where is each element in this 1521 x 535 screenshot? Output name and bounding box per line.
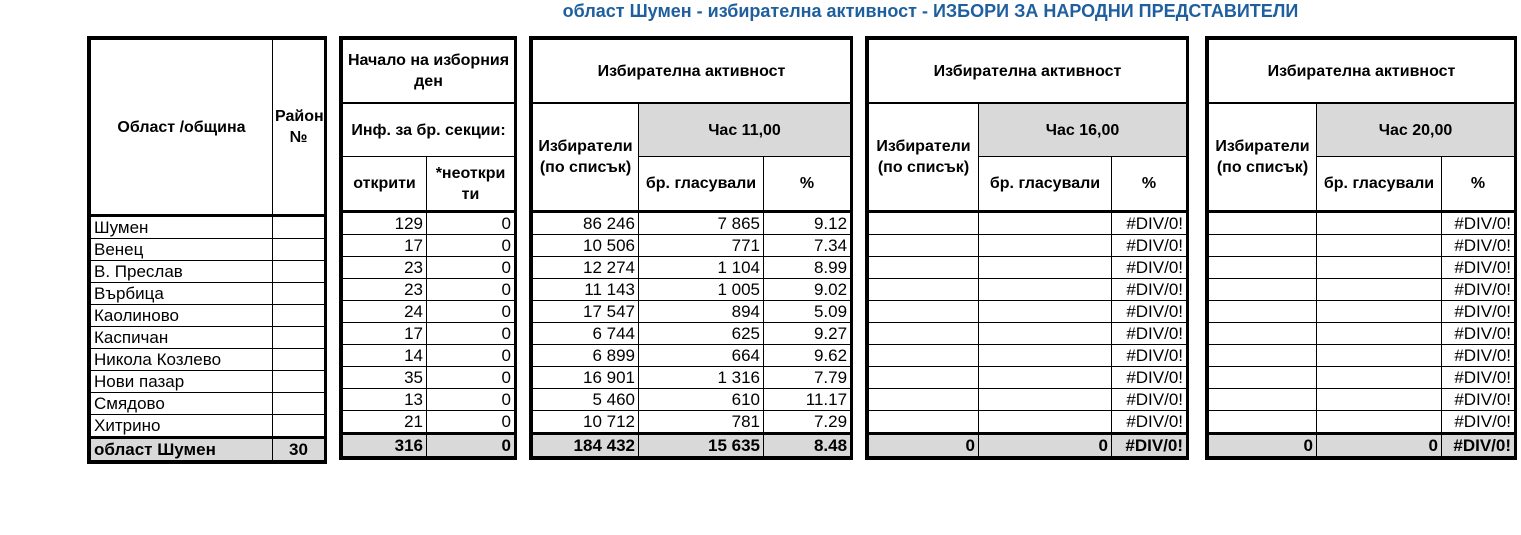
cell-voted11: 1 005 [639, 279, 764, 301]
cell-name: Нови пазар [91, 371, 273, 393]
cell-voted20 [1317, 257, 1442, 279]
cell-voters16 [869, 235, 979, 257]
table-row [343, 235, 515, 257]
region-block [87, 36, 327, 464]
cell-voters16 [869, 323, 979, 345]
cell-voted11: 664 [639, 345, 764, 367]
cell-voters: 10 506 [533, 235, 639, 257]
cell-voted11: 894 [639, 301, 764, 323]
sections-info-header: Инф. за бр. секции: [343, 103, 515, 157]
table-row [1209, 345, 1515, 367]
cell-voted16 [979, 367, 1112, 389]
cell-district [273, 415, 325, 438]
table-row [869, 411, 1187, 434]
turnout-16-block [865, 36, 1189, 460]
table-row [91, 349, 325, 371]
voters-header-11: Избиратели (по списък) [533, 103, 639, 212]
total-row [869, 434, 1187, 457]
table-row [343, 257, 515, 279]
total-voted11: 15 635 [639, 434, 764, 457]
cell-district [273, 327, 325, 349]
cell-voted16 [979, 323, 1112, 345]
turnout-header-20: Избирателна активност [1209, 40, 1515, 104]
cell-district [273, 261, 325, 283]
region-rows [91, 216, 325, 461]
table-row [533, 367, 851, 389]
cell-pct16: #DIV/0! [1112, 367, 1187, 389]
cell-not-opened: 0 [427, 279, 515, 301]
cell-voters20 [1209, 235, 1317, 257]
cell-opened: 23 [343, 257, 427, 279]
cell-opened: 23 [343, 279, 427, 301]
cell-voters20 [1209, 279, 1317, 301]
cell-pct11: 9.02 [764, 279, 851, 301]
turnout-header-11: Избирателна активност [533, 40, 851, 104]
pct-header-20: % [1442, 157, 1515, 212]
cell-pct20: #DIV/0! [1442, 345, 1515, 367]
table-row [533, 411, 851, 434]
cell-pct20: #DIV/0! [1442, 212, 1515, 235]
cell-pct20: #DIV/0! [1442, 279, 1515, 301]
cell-pct11: 7.79 [764, 367, 851, 389]
table-row [1209, 411, 1515, 434]
total-voters: 184 432 [533, 434, 639, 457]
cell-voted16 [979, 411, 1112, 434]
cell-pct16: #DIV/0! [1112, 411, 1187, 434]
cell-voted20 [1317, 235, 1442, 257]
voted-header-16: бр. гласували [979, 157, 1112, 212]
cell-voters16 [869, 411, 979, 434]
cell-pct16: #DIV/0! [1112, 301, 1187, 323]
cell-district [273, 371, 325, 393]
cell-voted11: 1 104 [639, 257, 764, 279]
cell-voted20 [1317, 323, 1442, 345]
table-row [1209, 257, 1515, 279]
cell-opened: 24 [343, 301, 427, 323]
table-row [533, 279, 851, 301]
total-row [533, 434, 851, 457]
total-pct20: #DIV/0! [1442, 434, 1515, 457]
table-row [343, 212, 515, 235]
cell-voted20 [1317, 345, 1442, 367]
cell-voted20 [1317, 367, 1442, 389]
cell-district [273, 305, 325, 327]
cell-district [273, 349, 325, 371]
cell-voters16 [869, 301, 979, 323]
cell-voters20 [1209, 389, 1317, 411]
cell-pct11: 5.09 [764, 301, 851, 323]
hour-11-header: Час 11,00 [639, 103, 851, 157]
table-row [869, 367, 1187, 389]
cell-opened: 17 [343, 235, 427, 257]
sections-rows [343, 212, 515, 457]
cell-voters: 12 274 [533, 257, 639, 279]
cell-not-opened: 0 [427, 323, 515, 345]
cell-voted11: 7 865 [639, 212, 764, 235]
cell-voted11: 625 [639, 323, 764, 345]
table-row [1209, 235, 1515, 257]
cell-name: Смядово [91, 393, 273, 415]
cell-voters16 [869, 257, 979, 279]
table-row [91, 283, 325, 305]
cell-pct20: #DIV/0! [1442, 301, 1515, 323]
cell-voters20 [1209, 323, 1317, 345]
table-row [869, 212, 1187, 235]
cell-voters20 [1209, 301, 1317, 323]
table-row [343, 411, 515, 434]
district-header: Район № [273, 40, 325, 216]
cell-voted16 [979, 257, 1112, 279]
turnout-20-rows [1209, 212, 1515, 457]
voted-header-11: бр. гласували [639, 157, 764, 212]
cell-pct20: #DIV/0! [1442, 411, 1515, 434]
pct-header-11: % [764, 157, 851, 212]
cell-name: Каолиново [91, 305, 273, 327]
table-row [91, 261, 325, 283]
total-opened: 316 [343, 434, 427, 457]
cell-voted16 [979, 235, 1112, 257]
cell-pct16: #DIV/0! [1112, 323, 1187, 345]
table-row [343, 323, 515, 345]
total-voted16: 0 [979, 434, 1112, 457]
table-row [91, 216, 325, 239]
cell-name: Хитрино [91, 415, 273, 438]
sections-block [339, 36, 517, 460]
table-row [91, 415, 325, 438]
table-row [533, 212, 851, 235]
turnout-16-rows [869, 212, 1187, 457]
total-row [343, 434, 515, 457]
cell-pct20: #DIV/0! [1442, 235, 1515, 257]
table-row [1209, 323, 1515, 345]
opened-header: открити [343, 157, 427, 212]
cell-pct20: #DIV/0! [1442, 389, 1515, 411]
cell-opened: 21 [343, 411, 427, 434]
cell-voters: 11 143 [533, 279, 639, 301]
cell-voted11: 610 [639, 389, 764, 411]
table-row [91, 239, 325, 261]
turnout-20-block [1205, 36, 1517, 460]
cell-not-opened: 0 [427, 212, 515, 235]
cell-district [273, 216, 325, 239]
cell-name: Шумен [91, 216, 273, 239]
cell-voters20 [1209, 257, 1317, 279]
cell-voted20 [1317, 301, 1442, 323]
table-row [533, 235, 851, 257]
turnout-11-rows [533, 212, 851, 457]
table-row [343, 279, 515, 301]
table-row [533, 257, 851, 279]
table-row [1209, 279, 1515, 301]
cell-voted20 [1317, 279, 1442, 301]
total-pct11: 8.48 [764, 434, 851, 457]
table-row [91, 305, 325, 327]
cell-voted20 [1317, 411, 1442, 434]
cell-voted20 [1317, 389, 1442, 411]
cell-voters16 [869, 212, 979, 235]
hour-16-header: Час 16,00 [979, 103, 1187, 157]
cell-not-opened: 0 [427, 235, 515, 257]
cell-not-opened: 0 [427, 389, 515, 411]
total-not-opened: 0 [427, 434, 515, 457]
start-header: Начало на изборния ден [343, 40, 515, 104]
cell-voters16 [869, 345, 979, 367]
cell-name: Върбица [91, 283, 273, 305]
table-row [1209, 389, 1515, 411]
table-row [869, 257, 1187, 279]
hour-20-header: Час 20,00 [1317, 103, 1515, 157]
cell-voted16 [979, 212, 1112, 235]
cell-voters20 [1209, 345, 1317, 367]
cell-opened: 35 [343, 367, 427, 389]
cell-pct11: 7.34 [764, 235, 851, 257]
cell-opened: 129 [343, 212, 427, 235]
table-row [869, 389, 1187, 411]
total-name: област Шумен [91, 438, 273, 461]
table-row [869, 279, 1187, 301]
cell-name: Каспичан [91, 327, 273, 349]
cell-voters16 [869, 389, 979, 411]
table-row [1209, 301, 1515, 323]
cell-voted16 [979, 279, 1112, 301]
table-row [1209, 212, 1515, 235]
cell-pct11: 7.29 [764, 411, 851, 434]
cell-pct20: #DIV/0! [1442, 257, 1515, 279]
table-row [533, 323, 851, 345]
total-voted20: 0 [1317, 434, 1442, 457]
table-row [533, 301, 851, 323]
cell-voters20 [1209, 367, 1317, 389]
region-header: Област /община [91, 40, 273, 216]
cell-voters: 16 901 [533, 367, 639, 389]
cell-not-opened: 0 [427, 257, 515, 279]
table-row [91, 393, 325, 415]
cell-pct11: 8.99 [764, 257, 851, 279]
cell-pct11: 9.62 [764, 345, 851, 367]
table-row [533, 345, 851, 367]
total-row [1209, 434, 1515, 457]
cell-voters: 86 246 [533, 212, 639, 235]
cell-voted11: 771 [639, 235, 764, 257]
voted-header-20: бр. гласували [1317, 157, 1442, 212]
turnout-header-16: Избирателна активност [869, 40, 1187, 104]
page-title: област Шумен - избирателна активност - ИЗБОРИ ЗА НАРОДНИ ПРЕДСТАВИТЕЛИ [562, 1, 1299, 21]
cell-pct16: #DIV/0! [1112, 345, 1187, 367]
table-row [869, 301, 1187, 323]
table-row [1209, 367, 1515, 389]
total-row [91, 438, 325, 461]
cell-pct20: #DIV/0! [1442, 367, 1515, 389]
cell-pct11: 11.17 [764, 389, 851, 411]
cell-voters: 6 899 [533, 345, 639, 367]
table-row [343, 367, 515, 389]
voters-header-16: Избиратели (по списък) [869, 103, 979, 212]
turnout-11-block [529, 36, 853, 460]
table-row [91, 327, 325, 349]
cell-pct11: 9.12 [764, 212, 851, 235]
table-row [343, 301, 515, 323]
cell-not-opened: 0 [427, 301, 515, 323]
cell-voted16 [979, 301, 1112, 323]
table-row [343, 345, 515, 367]
cell-opened: 13 [343, 389, 427, 411]
table-row [869, 345, 1187, 367]
cell-voters16 [869, 279, 979, 301]
cell-pct16: #DIV/0! [1112, 389, 1187, 411]
cell-name: Венец [91, 239, 273, 261]
pct-header-16: % [1112, 157, 1187, 212]
cell-voted20 [1317, 212, 1442, 235]
cell-district [273, 393, 325, 415]
cell-name: Никола Козлево [91, 349, 273, 371]
table-row [91, 371, 325, 393]
cell-voters16 [869, 367, 979, 389]
cell-not-opened: 0 [427, 411, 515, 434]
cell-voters: 17 547 [533, 301, 639, 323]
cell-voted11: 781 [639, 411, 764, 434]
cell-voters: 6 744 [533, 323, 639, 345]
cell-opened: 17 [343, 323, 427, 345]
cell-voters: 10 712 [533, 411, 639, 434]
cell-voters20 [1209, 411, 1317, 434]
cell-district [273, 239, 325, 261]
total-pct16: #DIV/0! [1112, 434, 1187, 457]
cell-voters20 [1209, 212, 1317, 235]
table-row [343, 389, 515, 411]
cell-pct16: #DIV/0! [1112, 279, 1187, 301]
cell-pct20: #DIV/0! [1442, 323, 1515, 345]
cell-not-opened: 0 [427, 345, 515, 367]
cell-district [273, 283, 325, 305]
cell-voted16 [979, 389, 1112, 411]
cell-voted16 [979, 345, 1112, 367]
cell-opened: 14 [343, 345, 427, 367]
cell-pct11: 9.27 [764, 323, 851, 345]
cell-voters: 5 460 [533, 389, 639, 411]
cell-name: В. Преслав [91, 261, 273, 283]
total-district: 30 [273, 438, 325, 461]
cell-voted11: 1 316 [639, 367, 764, 389]
total-voters20: 0 [1209, 434, 1317, 457]
table-row [869, 323, 1187, 345]
cell-pct16: #DIV/0! [1112, 212, 1187, 235]
table-row [533, 389, 851, 411]
voters-header-20: Избиратели (по списък) [1209, 103, 1317, 212]
cell-pct16: #DIV/0! [1112, 235, 1187, 257]
total-voters16: 0 [869, 434, 979, 457]
table-row [869, 235, 1187, 257]
not-opened-header: *неоткри ти [427, 157, 515, 212]
cell-pct16: #DIV/0! [1112, 257, 1187, 279]
cell-not-opened: 0 [427, 367, 515, 389]
